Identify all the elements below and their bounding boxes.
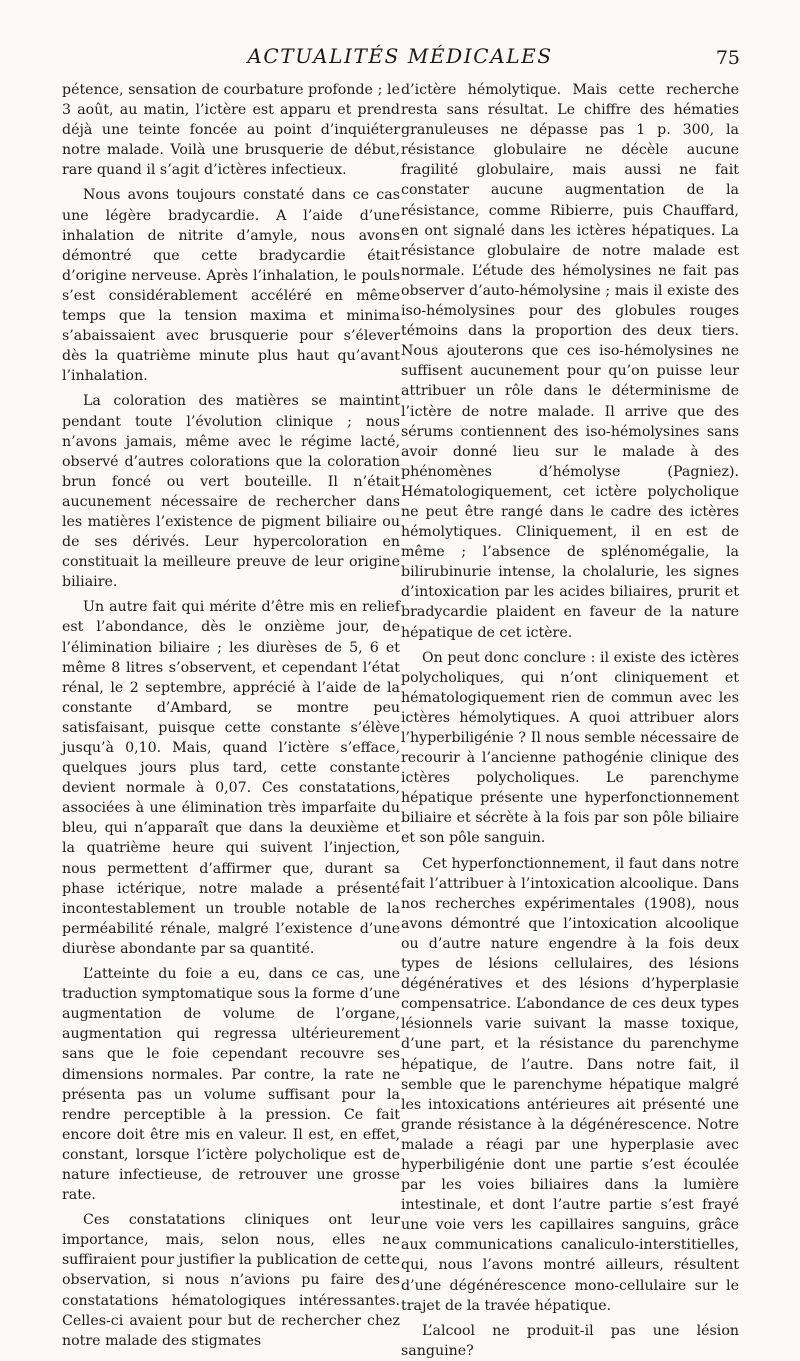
paragraph: d’ictère hémolytique. Mais cette recherche resta sans résultat. Le chiffre des hématies granuleuses ne dépasse pas 1 p. 300, la résistance globulaire ne décèle aucune fragilité globulaire, mais aussi ne fait constater aucune augmentation de la résistance, comme Ribierre, puis Chauffard, en ont signalé dans les ictères hépatiques. La résistance globulaire de notre malade est normale. L’étude des hémolysines ne fait pas observer d’auto-hémolysine ; mais il existe des iso-hémolysines pour des globules rouges témoins dans la proportion des deux tiers. Nous ajouterons que ces iso-hémolysines ne suffisent aucunement pour qu’on puisse leur attribuer un rôle dans le déterminisme de l’ictère de notre malade. Il arrive que des sérums contiennent des iso-hémolysines sans avoir donné lieu sur le malade à des phénomènes d’hémolyse (Pagniez). Hématologiquement, cet ictère polycholique ne peut être rangé dans le cadre des ictères hémolytiques. Cliniquement, il en est de même ; l’absence de splénomégalie, la bilirubinurie intense, la cholalurie, les signes d’intoxication par les acides biliaires, prurit et bradycardie plaident en faveur de la nature hépatique de cet ictère. xyxy=(401,82,739,641)
running-head xyxy=(60,44,740,78)
running-title: ACTUALITÉS MÉDICALES xyxy=(247,44,553,68)
paragraph: On peut donc conclure : il existe des ictères polycholiques, qui n’ont cliniquement et hématologiquement rien de commun avec les ictères hémolytiques. A quoi attribuer alors l’hyperbiligénie ? Il nous semble nécessaire de recourir à l’ancienne pathogénie clinique des ictères polycholiques. Le parenchyme hépatique présente une hyperfonctionnement biliaire et sécrète à la fois par son pôle biliaire et son pôle sanguin. xyxy=(401,649,739,847)
paragraph: L’alcool ne produit-il pas une lésion sanguine? xyxy=(401,1322,739,1359)
paragraph: Un autre fait qui mérite d’être mis en relief est l’abondance, dès le onzième jour, de l’élimination biliaire ; les diurèses de 5, 6 et même 8 litres s’observent, et cependant l’état rénal, le 2 septembre, apprécié à l’aide de la constante d’Ambard, se montre peu satisfaisant, puisque cette constante s’élève jusqu’à 0,10. Mais, quand l’ictère s’efface, quelques jours plus tard, cette constante devient normale à 0,07. Ces constatations, associées à une élimination très imparfaite du bleu, qui n’apparaît que dans la deuxième et la quatrième heure qui suivent l’injection, nous permettent d’affirmer que, durant sa phase ictérique, notre malade a présenté incontestablement un trouble notable de la perméabilité rénale, malgré l’existence d’une diurèse abondante par sa quantité. xyxy=(62,599,400,957)
page-number: 75 xyxy=(715,47,740,69)
paragraph: Cet hyperfonctionnement, il faut dans notre fait l’attribuer à l’intoxication alcoolique. Dans nos recherches expérimentales (1908), nous avons démontré que l’intoxication alcoolique ou d’autre nature engendre à la fois deux types de lésions cellulaires, des lésions dégénératives et des lésions d’hyperplasie compensatrice. L’abondance de ces deux types lésionnels varie suivant la masse toxique, d’une part, et la résistance du parenchyme hépatique, de l’autre. Dans notre fait, il semble que le parenchyme hépatique malgré les intoxications antérieures ait présenté une grande résistance à la dégénérescence. Notre malade a réagi par une hyperplasie avec hyperbiligénie dont une partie s’est écoulée par les voies biliaires dans la lumière intestinale, et dont l’autre partie s’est frayé une voie vers les capillaires sanguins, grâce aux communications canaliculo-interstitielles, qui, nous l’avons montré ailleurs, résultent d’une dégénérescence mono-cellulaire sur le trajet de la travée hépatique. xyxy=(401,855,739,1314)
paragraph: Ces constatations cliniques ont leur importance, mais, selon nous, elles ne suffiraient pour justifier la publication de cette observation, si nous n’avions pu faire des constatations hématologiques intéressantes. Celles-ci avaient pour but de rechercher chez notre malade des stigmates xyxy=(62,1212,400,1349)
left-column xyxy=(62,80,400,1351)
paragraph: La coloration des matières se maintint pendant toute l’évolution clinique ; nous n’avons jamais, même avec le régime lacté, observé d’autres colorations que la coloration brun foncé ou vert bouteille. Il n’était aucunement nécessaire de rechercher dans les matières l’existence de pigment biliaire ou de ses dérivés. Leur hypercoloration en constituait la meilleure preuve de leur origine biliaire. xyxy=(62,393,400,591)
paragraph: pétence, sensation de courbature profonde ; le 3 août, au matin, l’ictère est apparu et prend déjà une teinte foncée au point d’inquiéter notre malade. Voilà une brusquerie de début, rare quand il s’agit d’ictères infectieux. xyxy=(62,82,400,179)
paragraph: L’atteinte du foie a eu, dans ce cas, une traduction symptomatique sous la forme d’une augmentation de volume de l’organe, augmentation qui regressa ultérieurement sans que le foie cependant recouvre ses dimensions normales. Par contre, la rate ne présenta pas un volume suffisant pour la rendre perceptible à la pression. Ce fait encore doit être mis en valeur. Il est, en effet, constant, lorsque l’ictère polycholique est de nature infectieuse, de retrouver une grosse rate. xyxy=(62,966,400,1204)
paragraph: Nous avons toujours constaté dans ce cas une légère bradycardie. A l’aide d’une inhalation de nitrite d’amyle, nous avons démontré que cette bradycardie était d’origine nerveuse. Après l’inhalation, le pouls s’est considérablement accéléré en même temps que la tension maxima et minima s’abaissaient avec brusquerie pour s’élever dès la quatrième minute plus haut qu’avant l’inhalation. xyxy=(62,187,400,385)
right-column xyxy=(401,80,739,1361)
